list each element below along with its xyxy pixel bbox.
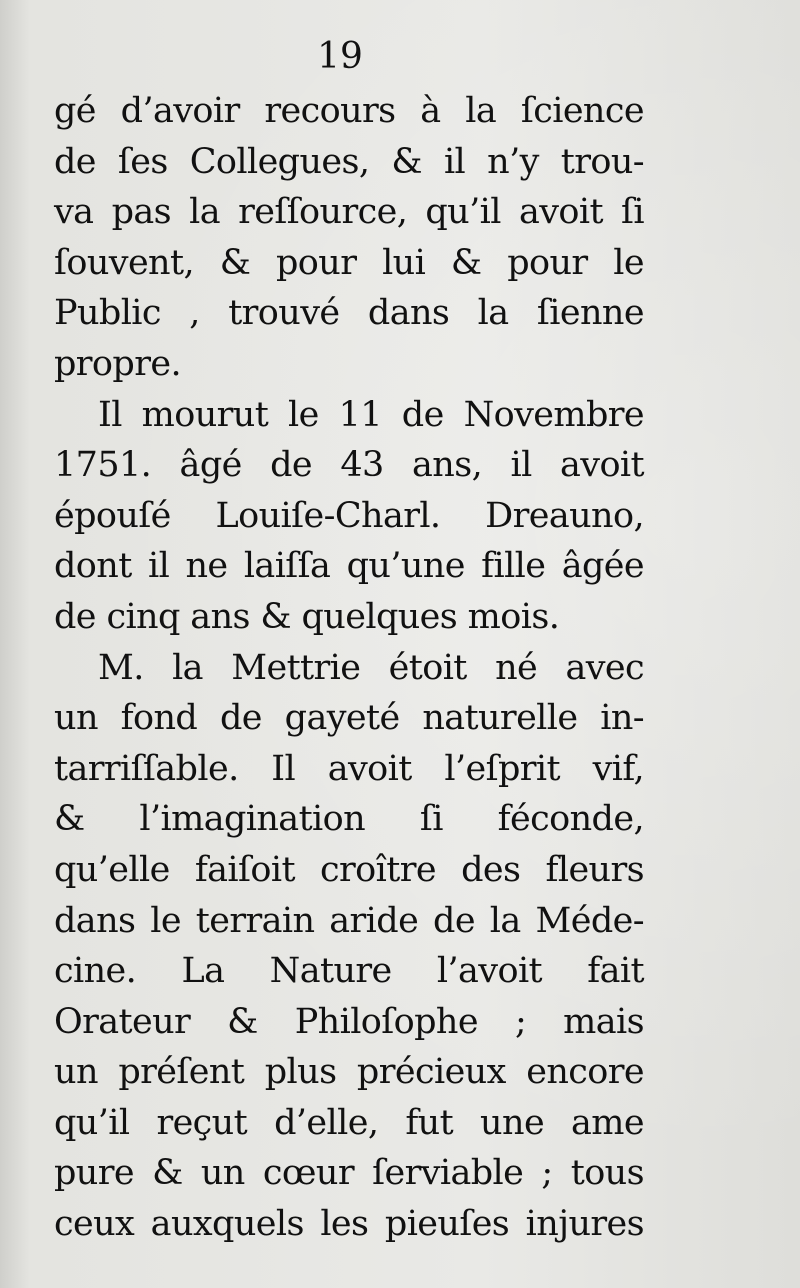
text-line: cine. La Nature l’avoit fait — [54, 951, 644, 992]
text-line: de cinq ans & quelques mois. — [54, 596, 560, 637]
text-line: un préſent plus précieux encore — [54, 1052, 644, 1093]
text-line: de ſes Collegues, & il n’y trou- — [54, 141, 644, 182]
text-line: 1751. âgé de 43 ans, il avoit — [54, 445, 644, 486]
text-line: dans le terrain aride de la Méde- — [54, 900, 644, 941]
text-line: va pas la reſſource, qu’il avoit ſi — [54, 192, 644, 233]
text-line: épouſé Louiſe-Charl. Dreauno, — [54, 495, 644, 536]
text-line: ſouvent, & pour lui & pour le — [54, 242, 644, 283]
text-line: Orateur & Philoſophe ; mais — [54, 1001, 644, 1042]
text-line: tarriſſable. Il avoit l’eſprit vif, — [54, 748, 644, 789]
body-text — [54, 86, 644, 1250]
text-line: un fond de gayeté naturelle in- — [54, 698, 644, 739]
text-line: propre. — [54, 343, 181, 384]
text-line: qu’elle faiſoit croître des fleurs — [54, 849, 644, 890]
text-line: Il mourut le 11 de Novembre — [98, 394, 644, 435]
text-line: ceux auxquels les pieuſes injures — [54, 1204, 644, 1245]
text-line: & l’imagination ſi féconde, — [54, 799, 644, 840]
text-line: dont il ne laiſſa qu’une fille âgée — [54, 546, 644, 587]
text-line: pure & un cœur ſerviable ; tous — [54, 1153, 644, 1194]
text-line: Public , trouvé dans la ſienne — [54, 293, 644, 334]
text-line: gé d’avoir recours à la ſcience — [54, 91, 644, 131]
text-line: qu’il reçut d’elle, fut une ame — [54, 1102, 644, 1143]
text-line: M. la Mettrie étoit né avec — [98, 647, 644, 688]
page-number: 19 — [317, 36, 363, 77]
